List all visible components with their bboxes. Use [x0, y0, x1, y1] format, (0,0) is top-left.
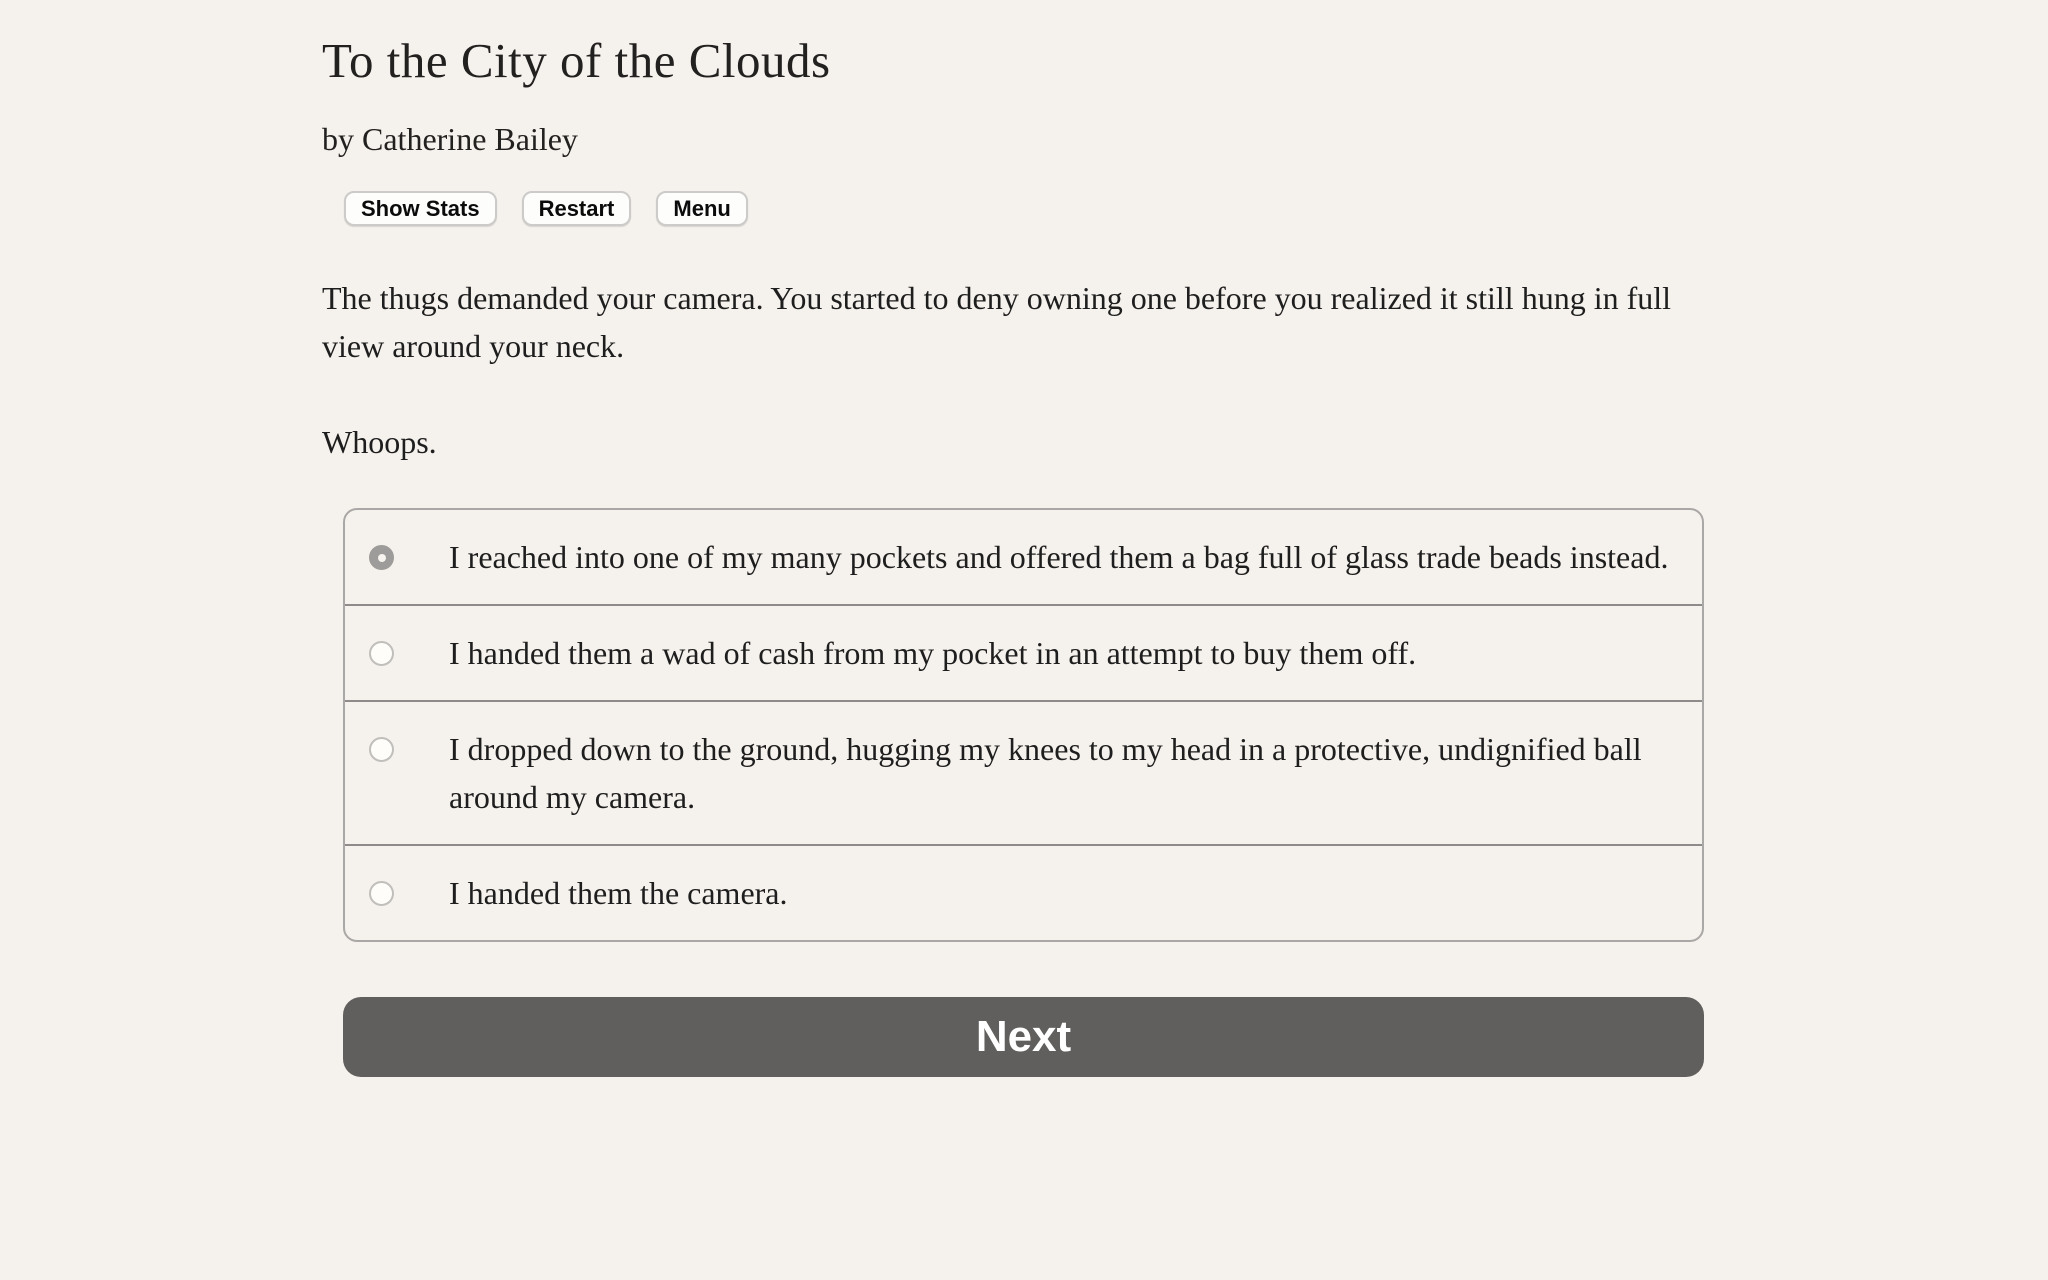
- choice-option-label: I handed them a wad of cash from my pocket in an attempt to buy them off.: [449, 635, 1417, 672]
- toolbar: [344, 191, 1704, 226]
- radio-button-icon[interactable]: [369, 737, 394, 762]
- content-column: [322, 0, 1704, 1077]
- show-stats-button[interactable]: Show Stats: [344, 191, 497, 226]
- choice-option-2[interactable]: [345, 604, 1702, 700]
- radio-button-icon[interactable]: [369, 641, 394, 666]
- radio-button-icon[interactable]: [369, 881, 394, 906]
- radio-button-icon[interactable]: [369, 545, 394, 570]
- author-byline: by Catherine Bailey: [322, 120, 578, 157]
- story-paragraph: Whoops.: [322, 424, 437, 461]
- choice-option-label: I dropped down to the ground, hugging my knees to my head in a protective, undignified ball around my camera.: [449, 731, 1642, 816]
- story-text: [322, 274, 1704, 466]
- choice-option-3[interactable]: [345, 700, 1702, 844]
- choice-group: [343, 508, 1704, 942]
- choice-option-1[interactable]: [345, 510, 1702, 604]
- next-button[interactable]: Next: [343, 997, 1704, 1077]
- choice-option-label: I handed them the camera.: [449, 875, 788, 912]
- story-paragraph: The thugs demanded your camera. You started to deny owning one before you realized it still hung in full view around your neck.: [322, 280, 1672, 365]
- choice-option-4[interactable]: [345, 844, 1702, 940]
- menu-button[interactable]: Menu: [656, 191, 747, 226]
- page-title: To the City of the Clouds: [322, 33, 831, 88]
- choice-option-label: I reached into one of my many pockets and offered them a bag full of glass trade beads instead.: [449, 539, 1669, 576]
- restart-button[interactable]: Restart: [522, 191, 632, 226]
